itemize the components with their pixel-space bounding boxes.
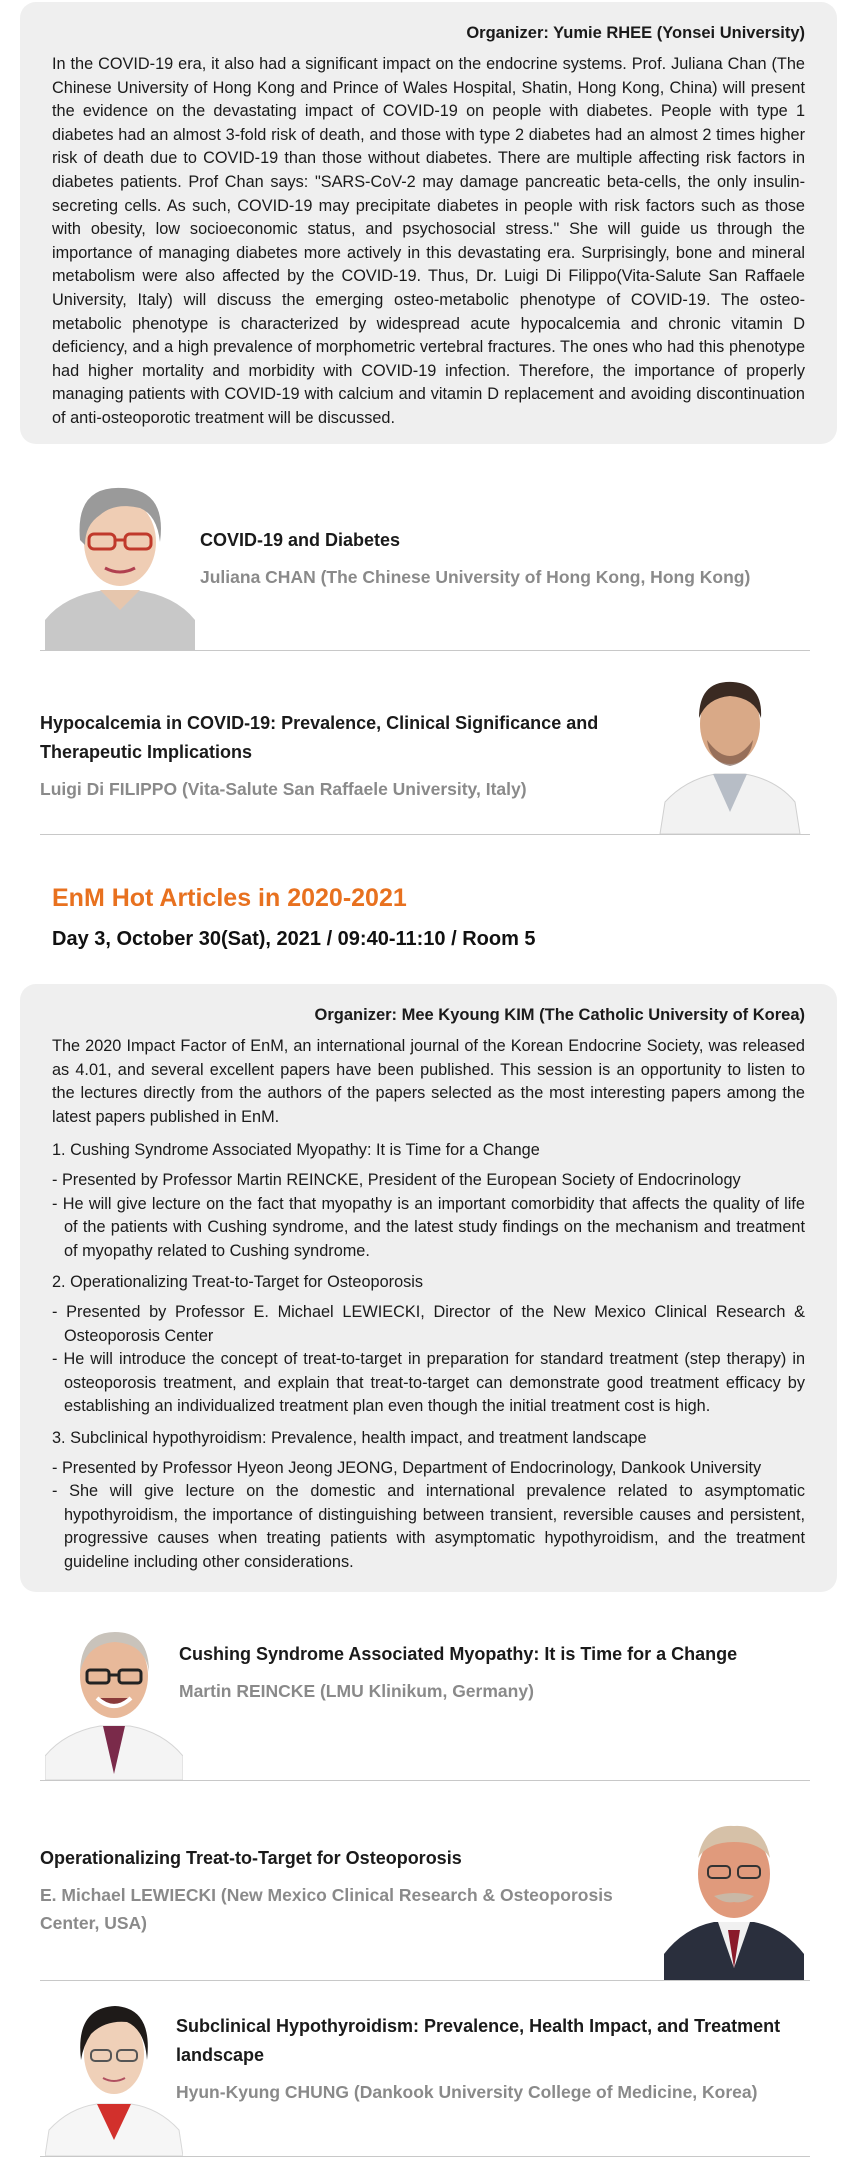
topic-heading: 1. Cushing Syndrome Associated Myopathy: It is Time for a Change xyxy=(52,1141,540,1160)
speaker-photo-michael-lewiecki xyxy=(664,1808,804,1980)
speaker-photo-luigi-di-filippo xyxy=(655,662,805,834)
topic-heading: 3. Subclinical hypothyroidism: Prevalence, health impact, and treatment landscape xyxy=(52,1428,647,1447)
organizer-label: Organizer: Yumie RHEE (Yonsei University) xyxy=(466,24,805,42)
talk-title: COVID-19 and Diabetes xyxy=(200,530,401,550)
speaker-name: Hyun-Kyung CHUNG (Dankook University College of Medicine, Korea) xyxy=(176,2082,758,2102)
speaker-name: E. Michael LEWIECKI (New Mexico Clinical Research & Osteoporosis Center, USA) xyxy=(40,1885,613,1933)
divider xyxy=(40,650,810,651)
section-title: EnM Hot Articles in 2020-2021 xyxy=(52,884,407,912)
speaker-name: Luigi Di FILIPPO (Vita-Salute San Raffaele University, Italy) xyxy=(40,779,527,799)
speaker-entry-michael-lewiecki xyxy=(40,1844,620,1937)
speaker-entry-juliana-chan xyxy=(200,526,800,591)
organizer-label: Organizer: Mee Kyoung KIM (The Catholic University of Korea) xyxy=(314,1006,805,1024)
topic-detail: - He will give lecture on the fact that myopathy is an important comorbidity that affects the quality of life of the patients with Cushing syndrome, and the latest study findings on the mechanism and treatment of myopathy related to Cushing syndrome. xyxy=(52,1194,805,1260)
divider xyxy=(40,1780,810,1781)
talk-title: Operationalizing Treat-to-Target for Osteoporosis xyxy=(40,1848,462,1868)
divider xyxy=(40,1980,810,1981)
session-description-text: In the COVID-19 era, it also had a significant impact on the endocrine systems. Prof. Juliana Chan (The Chinese University of Hong Kong and Prince of Wales Hospital, Shatin, Hong Kong, China) will present the evidence on the devastating impact of COVID-19 on people with diabetes. People with type 1 diabetes had an almost 3-fold risk of death, and those with type 2 diabetes had an almost 2 times higher risk of death due to COVID-19 than those without diabetes. There are multiple affecting risk factors in diabetes patients. Prof Chan says: "SARS-CoV-2 may damage pancreatic beta-cells, the only insulin-secreting cells. As such, COVID-19 may precipitate diabetes in people with risk factors such as those with obesity, low socioeconomic status, and psychosocial stress." She will guide us through the importance of managing diabetes more actively in this devastating era. Surprisingly, bone and mineral metabolism were also affected by the COVID-19. Thus, Dr. Luigi Di Filippo(Vita-Salute San Raffaele University, Italy) will discuss the emerging osteo-metabolic phenotype of COVID-19. The osteo-metabolic phenotype is characterized by widespread acute hypocalcemia and chronic vitamin D deficiency, and a high prevalence of morphometric vertebral fractures. The ones who had this phenotype had higher mortality and morbidity with COVID-19 infection. Therefore, the importance of properly managing patients with COVID-19 with calcium and vitamin D replacement and avoiding discontinuation of anti-osteoporotic treatment will be discussed. xyxy=(52,55,805,427)
speaker-entry-hyun-kyung-chung xyxy=(176,2012,786,2106)
topic-detail: - She will give lecture on the domestic and international prevalence related to asymptomatic hypothyroidism, the importance of distinguishing between transient, reversible causes and persistent, progressive causes when treating patients with asymptomatic hypothyroidism, and the treatment guideline including other considerations. xyxy=(52,1482,805,1571)
session-description-box-covid xyxy=(20,2,837,444)
speaker-entry-luigi-di-filippo xyxy=(40,709,620,803)
talk-title: Cushing Syndrome Associated Myopathy: It is Time for a Change xyxy=(179,1644,738,1664)
talk-title: Subclinical Hypothyroidism: Prevalence, Health Impact, and Treatment landscape xyxy=(176,2016,781,2065)
speaker-photo-hyun-kyung-chung xyxy=(45,1990,183,2156)
session-description-box-enm xyxy=(20,984,837,1592)
topic-detail: - Presented by Professor E. Michael LEWIECKI, Director of the New Mexico Clinical Research & Osteoporosis Center xyxy=(52,1302,805,1345)
session-intro-text: The 2020 Impact Factor of EnM, an international journal of the Korean Endocrine Society, was released as 4.01, and several excellent papers have been published. This session is an opportunity to listen to the lectures directly from the authors of the papers selected as the most interesting papers among the latest papers published in EnM. xyxy=(52,1037,805,1126)
speaker-photo-martin-reincke xyxy=(45,1614,183,1780)
topic-detail: - He will introduce the concept of treat-to-target in preparation for standard treatment (step therapy) in osteoporosis treatment, and explain that treat-to-target can demonstrate good treatment efficacy by establishing an individualized treatment plan even though the initial treatment cost is high. xyxy=(52,1350,805,1416)
topic-detail: - Presented by Professor Hyeon Jeong JEONG, Department of Endocrinology, Dankook University xyxy=(52,1458,762,1477)
session-schedule: Day 3, October 30(Sat), 2021 / 09:40-11:10 / Room 5 xyxy=(52,928,536,950)
speaker-entry-martin-reincke xyxy=(179,1640,799,1705)
topic-detail: - Presented by Professor Martin REINCKE, President of the European Society of Endocrinology xyxy=(52,1170,741,1189)
speaker-photo-juliana-chan xyxy=(45,470,195,650)
divider xyxy=(40,834,810,835)
divider xyxy=(40,2156,810,2157)
talk-title: Hypocalcemia in COVID-19: Prevalence, Clinical Significance and Therapeutic Implications xyxy=(40,713,599,762)
topic-heading: 2. Operationalizing Treat-to-Target for Osteoporosis xyxy=(52,1273,424,1292)
speaker-name: Martin REINCKE (LMU Klinikum, Germany) xyxy=(179,1681,534,1701)
speaker-name: Juliana CHAN (The Chinese University of Hong Kong, Hong Kong) xyxy=(200,567,751,587)
